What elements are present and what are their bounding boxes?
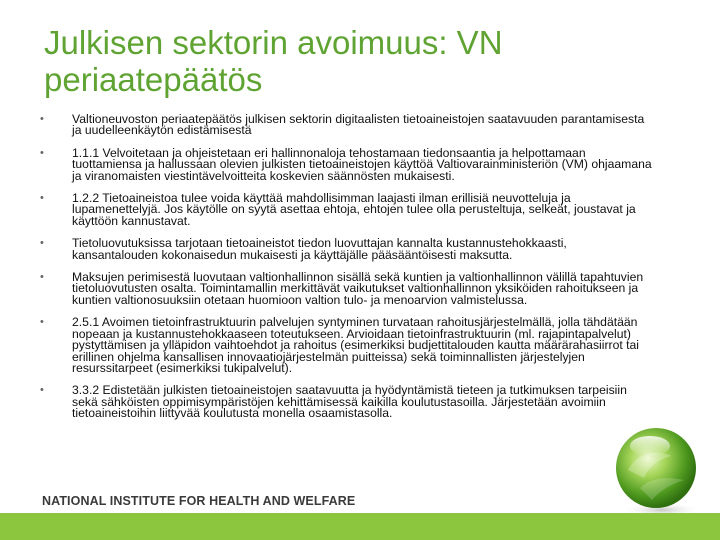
bullet-dot-icon: • [40, 316, 44, 329]
bullet-item [40, 145, 655, 183]
bullet-list [40, 114, 655, 431]
green-orb-logo-icon [606, 418, 714, 526]
bullet-dot-icon: • [40, 384, 44, 397]
slide-title-line2: periaatepäätös [44, 61, 263, 98]
bullet-text: 1.2.2 Tietoaineistoa tulee voida käyttää mahdollisimman laajasti ilman erillisiä neuvotteluja ja lupamenettelyjä. Jos käytölle on syytä asettaa ehtoja, ehtojen tulee olla perusteltuja, selkeät, joustavat ja käyttöön kannustavat. [72, 191, 636, 228]
bullet-text: 1.1.1 Velvoitetaan ja ohjeistetaan eri hallinnonaloja tehostamaan tiedonsaantia ja helpottamaan tuottamiensa ja hallussaan olevien julkisten tietoaineistojen käyttöä Valtiovarainministeriön (VM) ohjaamana ja viranomaisten viestintävelvoitteita koskevien säännösten mukaisesti. [72, 145, 652, 183]
bullet-item [40, 272, 655, 306]
slide-title [44, 24, 644, 98]
bullet-item [40, 385, 655, 419]
bullet-item [40, 238, 655, 261]
bullet-item [40, 193, 655, 227]
bullet-text: Valtioneuvoston periaatepäätös julkisen sektorin digitaalisten tietoaineistojen saatavuuden parantamisesta ja uudelleenkäytön edistämisestä [72, 112, 645, 138]
bullet-dot-icon: • [40, 146, 44, 159]
footer-bar [0, 513, 720, 540]
bullet-text: 3.3.2 Edistetään julkisten tietoaineistojen saatavuutta ja hyödyntämistä tieteen ja tutkimuksen tarpeisiin sekä sähköisten oppimisympäristöjen kehittämisessä kaikilla koulutustasoilla. Järjestetään avoimiin tietoaineistoihin liittyvää koulutusta monella osaamistasolla. [72, 383, 627, 421]
bullet-text: Maksujen perimisestä luovutaan valtionhallinnon sisällä sekä kuntien ja valtionhallinnon välillä tapahtuvien tietoluovutusten osalta. Toimintamallin merkittävät vaikutukset valtionhallinnon yksiköiden rahoitukseen ja kuntien valtionosuuksiin otetaan huomioon valtion tulo- ja menoarvion valmistelussa. [72, 270, 644, 307]
bullet-text: Tietoluovutuksissa tarjotaan tietoaineistot tiedon luovuttajan kannalta kustannustehokkaasti, kansantalouden kokonaisedun mukaisesti ja käyttäjälle pääsääntöisesti maksutta. [72, 236, 567, 262]
bullet-dot-icon: • [40, 192, 44, 205]
bullet-text: 2.5.1 Avoimen tietoinfrastruktuurin palvelujen syntyminen turvataan rahoitusjärjestelmällä, jolla tähdätään nopeaan ja kustannustehokkaaseen toteutukseen. Arvioidaan tietoinfrastruktuurin (ml. rajapintapalvelut) pystyttämisen ja ylläpidon vaihtoehdot ja rahoitus (esimerkiksi budjettitalouden kautta määrärahasiirrot tai erillinen ohjelma kansallisen innovaatiojärjestelmän puitteissa) sekä toiminnallisten järjestelyjen resurssitarpeet (esimerkiksi tukipalvelut). [72, 315, 640, 375]
organization-name: NATIONAL INSTITUTE FOR HEALTH AND WELFARE [42, 494, 356, 508]
bullet-item [40, 114, 655, 137]
bullet-dot-icon: • [40, 271, 44, 284]
bullet-dot-icon: • [40, 113, 44, 125]
bullet-item [40, 317, 655, 374]
bullet-dot-icon: • [40, 237, 44, 250]
slide-title-line1: Julkisen sektorin avoimuus: VN [44, 24, 503, 61]
